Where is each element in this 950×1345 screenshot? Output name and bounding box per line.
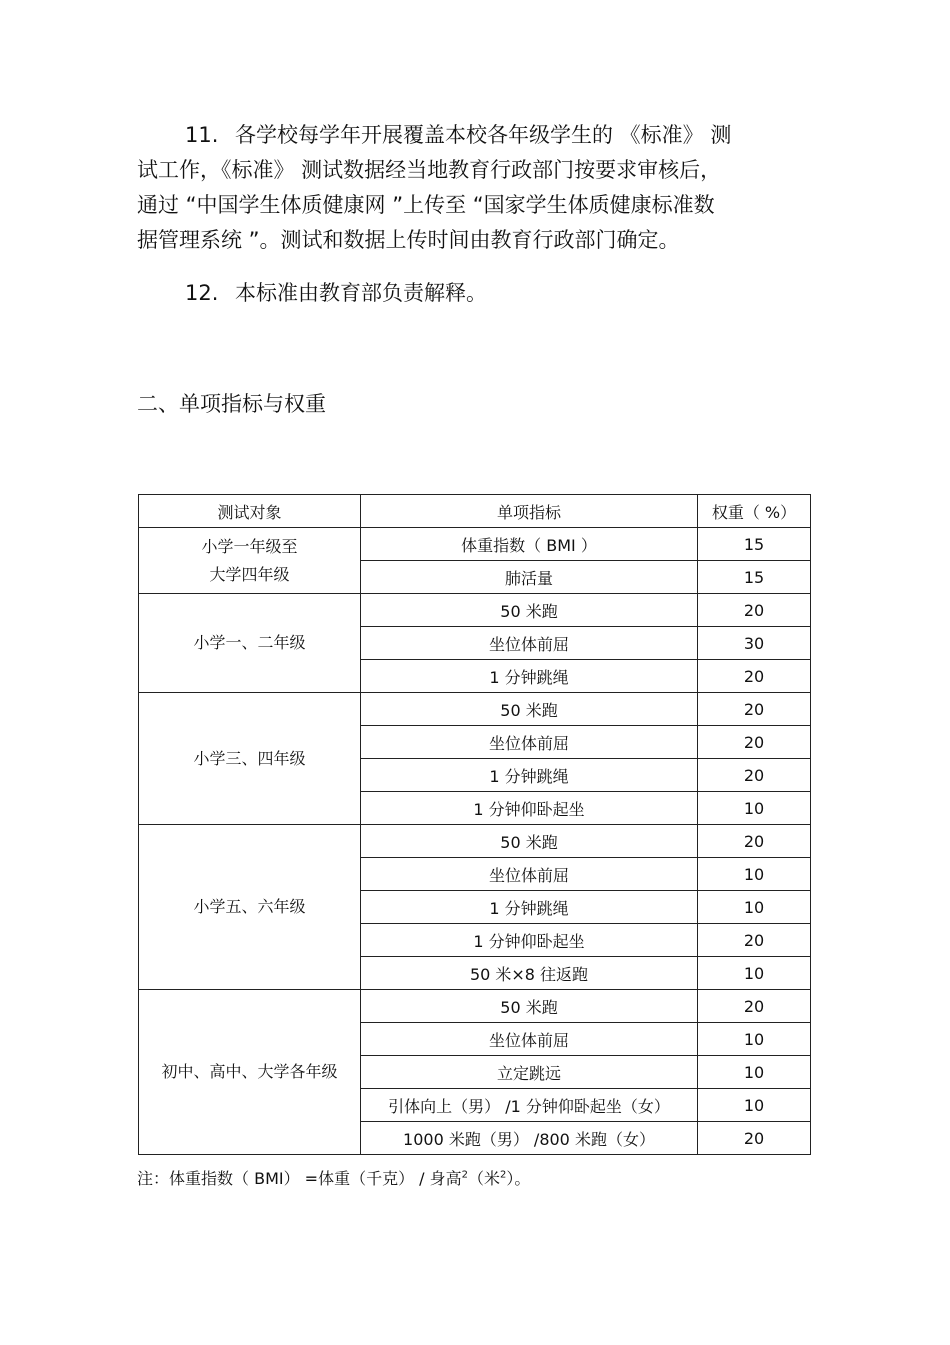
paragraph-11 [137,118,817,258]
weight-cell: 20 [698,594,811,627]
indicator-cell: 1000 米跑（男） /800 米跑（女） [361,1122,698,1155]
paragraph-number: 12. [185,281,219,305]
weight-cell: 20 [698,1122,811,1155]
paragraph-text-line: 通过 “中国学生体质健康网 ”上传至 “国家学生体质健康标准数 [137,193,715,217]
weight-cell: 10 [698,792,811,825]
weight-cell: 10 [698,957,811,990]
paragraph-12 [185,276,487,311]
weight-cell: 20 [698,990,811,1023]
indicator-cell: 50 米跑 [361,825,698,858]
table-row [139,990,811,1023]
indicator-cell: 肺活量 [361,561,698,594]
table-row [139,693,811,726]
weight-cell: 20 [698,660,811,693]
indicator-cell: 体重指数（ BMI ） [361,528,698,561]
weight-cell: 10 [698,1089,811,1122]
table-row [139,528,811,561]
section-title: 二、单项指标与权重 [137,392,326,416]
indicator-cell: 50 米跑 [361,594,698,627]
weight-cell: 20 [698,693,811,726]
table-row [139,594,811,627]
footnote: 注：体重指数（ BMI） =体重（千克） / 身高$^2$（米$^2$）。 [137,1169,531,1188]
indicator-cell: 1 分钟跳绳 [361,759,698,792]
indicator-cell: 1 分钟跳绳 [361,891,698,924]
weight-cell: 10 [698,1023,811,1056]
indicator-cell: 1 分钟仰卧起坐 [361,792,698,825]
header-cell: 权重（ %） [698,495,811,528]
weight-cell: 20 [698,759,811,792]
weight-cell: 10 [698,891,811,924]
indicator-cell: 坐位体前屈 [361,726,698,759]
indicator-cell: 坐位体前屈 [361,627,698,660]
paragraph-text-line: 各学校每学年开展覆盖本校各年级学生的 《标准》 测 [235,123,732,147]
indicator-cell: 50 米×8 往返跑 [361,957,698,990]
indicator-cell: 立定跳远 [361,1056,698,1089]
weight-cell: 20 [698,924,811,957]
header-cell: 单项指标 [361,495,698,528]
paragraph-text-line: 据管理系统 ”。测试和数据上传时间由教育行政部门确定。 [137,228,680,252]
test-group-cell: 小学五、六年级 [139,825,361,990]
indicator-cell: 1 分钟跳绳 [361,660,698,693]
paragraph-number: 11. [185,123,219,147]
table-row [139,825,811,858]
test-group-cell: 小学一年级至 大学四年级 [139,528,361,594]
indicator-cell: 50 米跑 [361,693,698,726]
indicator-cell: 1 分钟仰卧起坐 [361,924,698,957]
paragraph-text-line: 试工作，《标准》 测试数据经当地教育行政部门按要求审核后， [137,158,722,182]
paragraph-text: 本标准由教育部负责解释。 [235,281,487,305]
test-group-cell: 小学一、二年级 [139,594,361,693]
weights-table [138,494,811,1155]
weight-cell: 15 [698,561,811,594]
indicator-cell: 坐位体前屈 [361,858,698,891]
weight-cell: 20 [698,825,811,858]
weight-cell: 10 [698,858,811,891]
weight-cell: 15 [698,528,811,561]
table-header-row [139,495,811,528]
indicator-cell: 引体向上（男） /1 分钟仰卧起坐（女） [361,1089,698,1122]
weight-cell: 20 [698,726,811,759]
header-cell: 测试对象 [139,495,361,528]
test-group-cell: 小学三、四年级 [139,693,361,825]
weight-cell: 30 [698,627,811,660]
indicator-cell: 50 米跑 [361,990,698,1023]
weight-cell: 10 [698,1056,811,1089]
test-group-cell: 初中、高中、大学各年级 [139,990,361,1155]
indicator-cell: 坐位体前屈 [361,1023,698,1056]
